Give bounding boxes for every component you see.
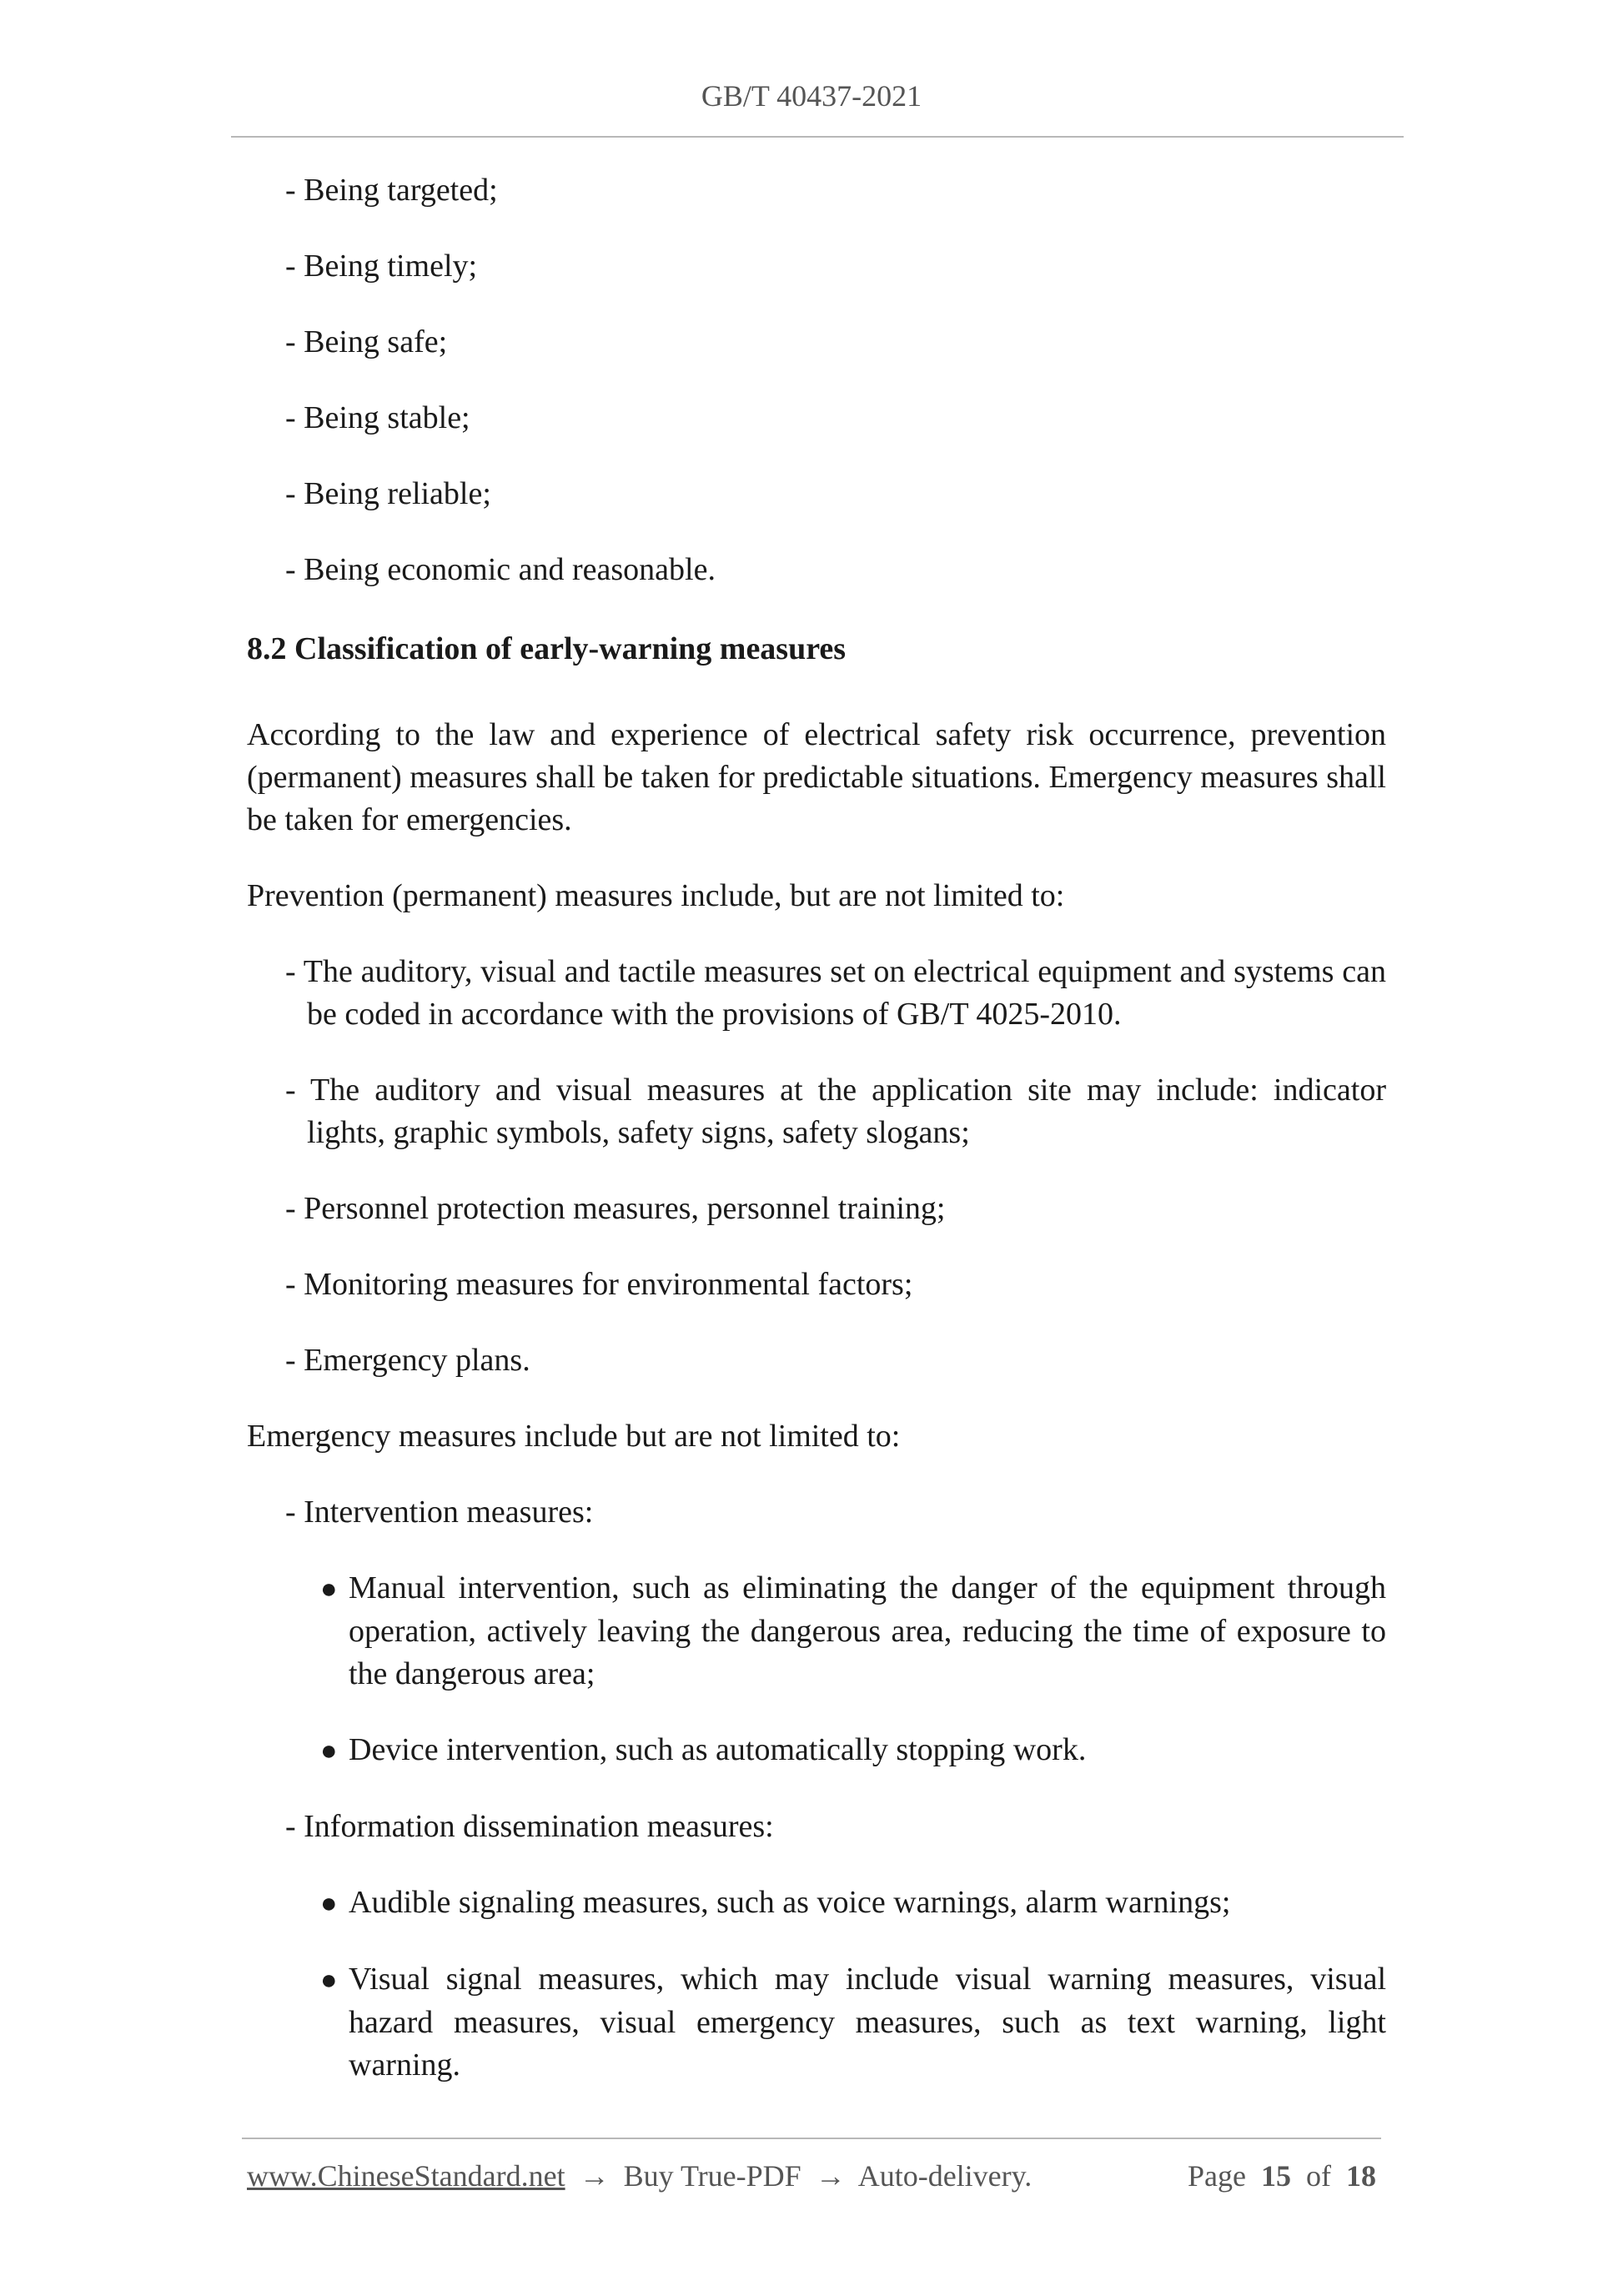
page-word: Page — [1188, 2159, 1246, 2193]
page-header: GB/T 40437-2021 — [701, 79, 922, 113]
total-pages: 18 — [1346, 2159, 1376, 2193]
header-divider — [231, 136, 1404, 138]
list-item: - Being economic and reasonable. — [285, 552, 716, 587]
list-item: - The auditory, visual and tactile measures set on electrical equipment and systems can be coded in accordance with the provisions of GB/T 4025-2010. — [285, 954, 1386, 1032]
list-item: - Being safe; — [285, 324, 448, 359]
of-word: of — [1306, 2159, 1331, 2193]
intervention-label: - Intervention measures: — [285, 1495, 594, 1530]
list-item: - Being timely; — [285, 249, 478, 284]
list-item: - Monitoring measures for environmental factors; — [285, 1267, 913, 1302]
bullet-item — [320, 1567, 1386, 1696]
footer-promo — [247, 2158, 1032, 2193]
footer-divider — [242, 2138, 1381, 2139]
bullet-icon: ● — [320, 1736, 338, 1766]
list-item: - The auditory and visual measures at the application site may include: indicator lights, graphic symbols, safety signs, safety slogans; — [285, 1073, 1386, 1150]
arrow-right-icon: → — [815, 2159, 846, 2193]
buy-text: Buy True-PDF — [623, 2159, 801, 2193]
bullet-item — [320, 1729, 1386, 1772]
website-link[interactable]: www.ChineseStandard.net — [247, 2159, 565, 2193]
bullet-text: Visual signal measures, which may include visual warning measures, visual hazard measures, visual emergency measures, such as text warning, light warning. — [349, 1962, 1386, 2082]
list-item: - Emergency plans. — [285, 1343, 530, 1378]
bullet-item — [320, 1958, 1386, 2087]
bullet-text: Manual intervention, such as eliminating the danger of the equipment through operation, actively leaving the dangerous area, reducing the time of exposure to the dangerous area; — [349, 1570, 1386, 1691]
page-number — [1188, 2158, 1376, 2193]
bullet-icon: ● — [320, 1888, 338, 1919]
bullet-icon: ● — [320, 1574, 338, 1605]
paragraph: According to the law and experience of electrical safety risk occurrence, prevention (permanent) measures shall be taken for predictable situations. Emergency measures shall be taken for emergencies. — [247, 717, 1386, 837]
bullet-icon: ● — [320, 1965, 338, 1996]
emergency-intro: Emergency measures include but are not limited to: — [247, 1419, 901, 1454]
bullet-item — [320, 1882, 1386, 1925]
list-item: - Being reliable; — [285, 476, 491, 511]
prevention-intro: Prevention (permanent) measures include, but are not limited to: — [247, 878, 1065, 913]
list-item: - Being targeted; — [285, 173, 498, 208]
bullet-text: Audible signaling measures, such as voice warnings, alarm warnings; — [349, 1885, 1231, 1920]
arrow-right-icon: → — [579, 2159, 610, 2193]
list-item: - Personnel protection measures, personnel training; — [285, 1191, 946, 1226]
delivery-text: Auto-delivery. — [857, 2159, 1033, 2193]
info-label: - Information dissemination measures: — [285, 1809, 774, 1844]
list-item: - Being stable; — [285, 400, 470, 435]
bullet-text: Device intervention, such as automatically stopping work. — [349, 1732, 1087, 1767]
document-body — [247, 169, 1386, 2120]
section-heading: 8.2 Classification of early-warning measures — [247, 631, 847, 666]
current-page: 15 — [1261, 2159, 1291, 2193]
